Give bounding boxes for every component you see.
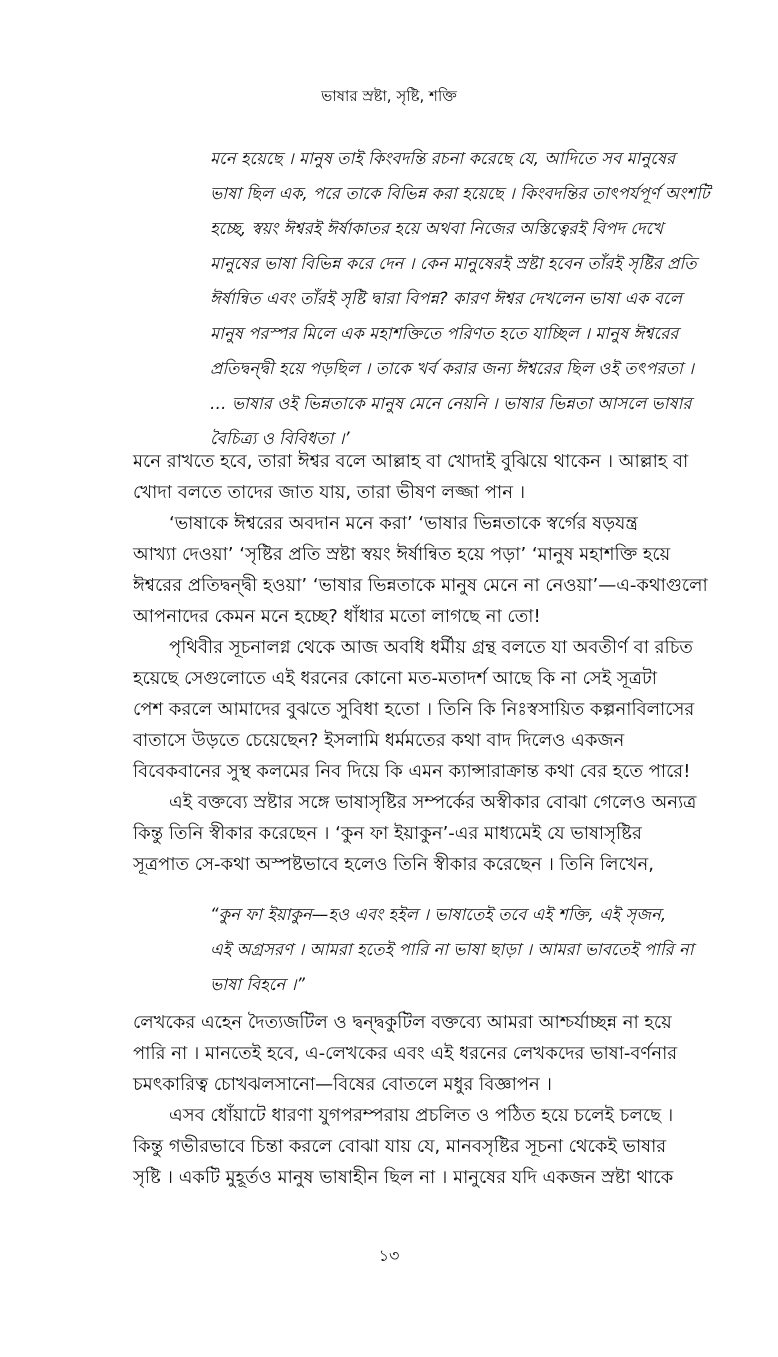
body-line: মনে রাখতে হবে, তারা ঈশ্বর বলে আল্লাহ বা খোদাই বুঝিয়ে থাকেন । আল্লাহ বা xyxy=(133,451,689,472)
quote-line: ভাষা ছিল এক, পরে তাকে বিভিন্ন করা হয়েছে । কিংবদন্তির তাৎপর্যপূর্ণ অংশটি xyxy=(210,184,710,203)
body-line: লেখকের এহেন দৈত্যজটিল ও দ্বন্দ্বকুটিল বক্তব্যে আমরা আশ্চর্যাচ্ছন্ন না হয়ে xyxy=(133,1012,672,1033)
block-quote-1 xyxy=(210,141,763,456)
page-number: ১৩ xyxy=(378,1246,400,1265)
body-line: খোদা বলতে তাদের জাত যায়, তারা ভীষণ লজ্জা পান । xyxy=(133,482,526,503)
body-line: বিবেকবানের সুস্থ কলমের নিব দিয়ে কি এমন ক্যান্সারাক্রান্ত কথা বের হতে পারে! xyxy=(133,761,691,782)
body-line: সৃষ্টি । একটি মুহূর্তও মানুষ ভাষাহীন ছিল না । মানুষের যদি একজন স্রষ্টা থাকে xyxy=(133,1167,674,1188)
quote-line: মনে হয়েছে । মানুষ তাই কিংবদন্তি রচনা করেছে যে, আদিতে সব মানুষের xyxy=(210,149,676,168)
quote-line: হচ্ছে, স্বয়ং ঈশ্বরই ঈর্ষাকাতর হয়ে অথবা নিজের অস্তিত্বেরই বিপদ দেখে xyxy=(210,219,664,238)
body-line: কিন্তু তিনি স্বীকার করেছেন । ‘কুন ফা ইয়াকুন’-এর মাধ্যমেই যে ভাষাসৃষ্টির xyxy=(133,823,642,844)
body-line: বাতাসে উড়তে চেয়েছেন? ইসলামি ধর্মমতের কথা বাদ দিলেও একজন xyxy=(133,730,625,751)
body-line: পারি না । মানতেই হবে, এ-লেখকের এবং এই ধরনের লেখকদের ভাষা-বর্ণনার xyxy=(133,1043,678,1064)
running-title: ভাষার স্রষ্টা, সৃষ্টি, শক্তি xyxy=(321,87,457,105)
body-line: পেশ করলে আমাদের বুঝতে সুবিধা হতো । তিনি কি নিঃস্বসায়িত কল্পনাবিলাসের xyxy=(133,699,695,720)
body-line: আপনাদের কেমন মনে হচ্ছে? ধাঁধার মতো লাগছে না তো! xyxy=(133,606,541,627)
body-text-2 xyxy=(133,1007,763,1193)
quote-line: মানুষের ভাষা বিভিন্ন করে দেন । কেন মানুষেরই স্রষ্টা হবেন তাঁরই সৃষ্টির প্রতি xyxy=(210,254,697,273)
quote-line: ঈর্ষান্বিত এবং তাঁরই সৃষ্টি দ্বারা বিপন্ন? কারণ ঈশ্বর দেখলেন ভাষা এক বলে xyxy=(210,289,682,308)
quote-line: মানুষ পরস্পর মিলে এক মহাশক্তিতে পরিণত হতে যাচ্ছিল । মানুষ ঈশ্বরের xyxy=(210,324,679,343)
block-quote-2 xyxy=(210,897,763,1002)
quote-line: প্রতিদ্বন্দ্বী হয়ে পড়ছিল । তাকে খর্ব করার জন্য ঈশ্বরের ছিল ওই তৎপরতা । xyxy=(210,359,694,378)
body-line: পৃথিবীর সূচনালগ্ন থেকে আজ অবধি ধর্মীয় গ্রন্থ বলতে যা অবতীর্ণ বা রচিত xyxy=(169,637,693,658)
quote-line: ভাষা বিহনে ।” xyxy=(210,975,305,994)
body-line: কিন্তু গভীরভাবে চিন্তা করলে বোঝা যায় যে, মানবসৃষ্টির সূচনা থেকেই ভাষার xyxy=(133,1136,667,1157)
body-line: এসব ধোঁয়াটে ধারণা যুগপরম্পরায় প্রচলিত ও পঠিত হয়ে চলেই চলছে । xyxy=(169,1105,674,1126)
quote-line: এই অগ্রসরণ । আমরা হতেই পারি না ভাষা ছাড়া । আমরা ভাবতেই পারি না xyxy=(210,940,694,959)
body-line: আখ্যা দেওয়া’ ‘সৃষ্টির প্রতি স্রষ্টা স্বয়ং ঈর্ষান্বিত হয়ে পড়া’ ‘মানুষ মহাশক্তি হয়ে xyxy=(133,544,671,565)
body-line: সূত্রপাত সে-কথা অস্পষ্টভাবে হলেও তিনি স্বীকার করেছেন । তিনি লিখেন, xyxy=(133,854,655,875)
body-line: চমৎকারিত্ব চোখঝলসানো—বিষের বোতলে মধুর বিজ্ঞাপন । xyxy=(133,1074,552,1095)
quote-line: “কুন ফা ইয়াকুন—হও এবং হইল । ভাষাতেই তবে এই শক্তি, এই সৃজন, xyxy=(210,905,667,924)
quote-line: বৈচিত্র্য ও বিবিধতা ।’ xyxy=(210,429,350,448)
body-line: ঈশ্বরের প্রতিদ্বন্দ্বী হওয়া’ ‘ভাষার ভিন্নতাকে মানুষ মেনে না নেওয়া’—এ-কথাগুলো xyxy=(133,575,708,596)
body-text-1 xyxy=(133,446,763,880)
body-line: এই বক্তব্যে স্রষ্টার সঙ্গে ভাষাসৃষ্টির সম্পর্কের অস্বীকার বোঝা গেলেও অন্যত্র xyxy=(169,792,697,813)
body-line: ‘ভাষাকে ঈশ্বরের অবদান মনে করা’ ‘ভাষার ভিন্নতাকে স্বর্গের ষড়যন্ত্র xyxy=(169,513,638,534)
body-line: হয়েছে সেগুলোতে এই ধরনের কোনো মত-মতাদর্শ আছে কি না সেই সূত্রটা xyxy=(133,668,658,689)
quote-line: … ভাষার ওই ভিন্নতাকে মানুষ মেনে নেয়নি । ভাষার ভিন্নতা আসলে ভাষার xyxy=(210,394,692,413)
